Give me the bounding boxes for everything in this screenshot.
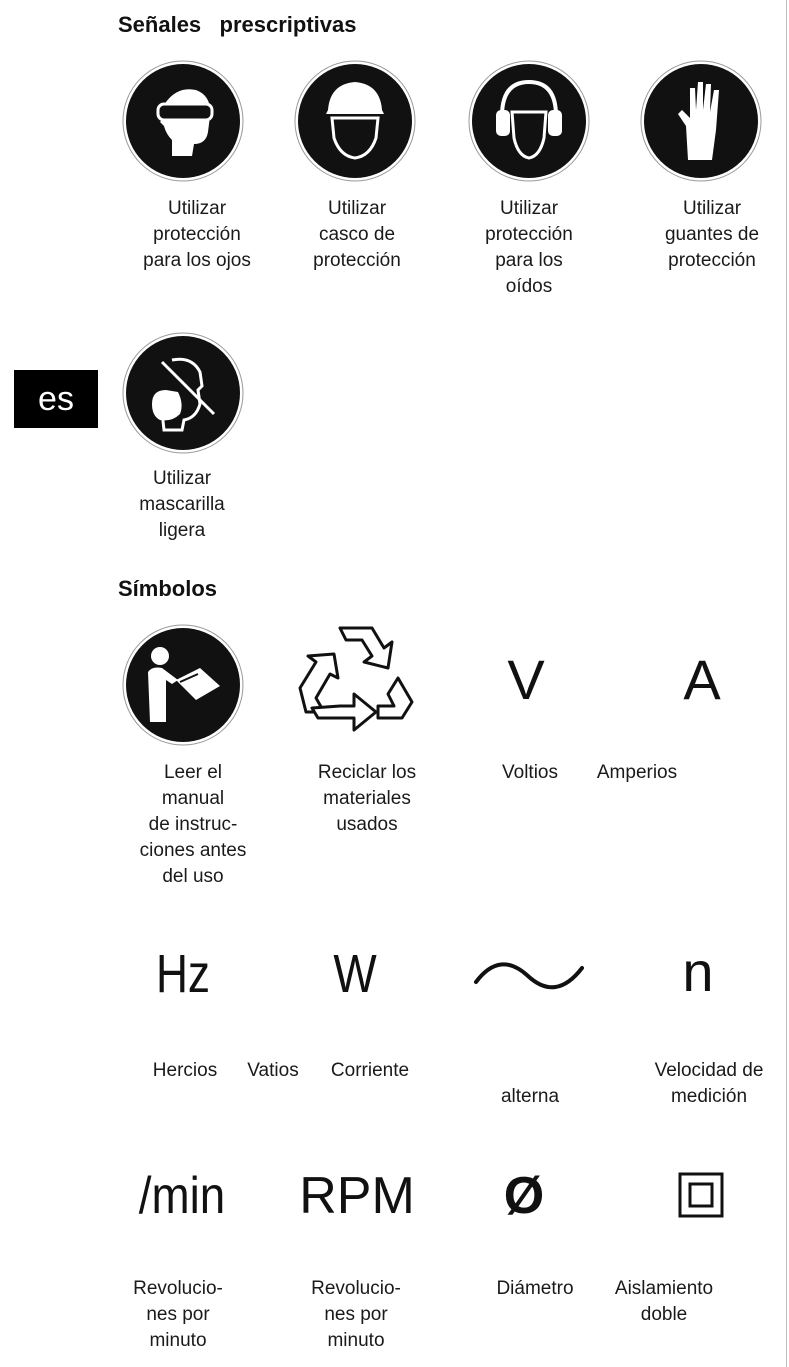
section-title-symbols: Símbolos xyxy=(118,576,218,601)
safety-goggles-icon xyxy=(122,60,244,182)
caption-amps: Amperios xyxy=(596,762,678,783)
caption-speed: Velocidad de medición xyxy=(654,1060,764,1107)
caption-diameter: Diámetro xyxy=(496,1278,574,1299)
read-manual-icon xyxy=(122,624,244,746)
caption-watts: Vatios xyxy=(247,1060,299,1081)
caption-hertz: Hercios xyxy=(152,1060,218,1081)
caption-gloves: Utilizar guantes de protección xyxy=(664,198,760,271)
caption-hard-hat: Utilizar casco de protección xyxy=(313,198,401,271)
caption-volts: Voltios xyxy=(502,762,558,783)
page-edge-rule xyxy=(786,0,787,1367)
per-minute-symbol: /min xyxy=(138,1167,226,1225)
volts-symbol: V xyxy=(507,648,545,711)
caption-alternating-current-top: Corriente xyxy=(330,1060,410,1081)
language-tab: es xyxy=(14,370,98,428)
watts-symbol: W xyxy=(333,944,377,1004)
gloves-icon xyxy=(640,60,762,182)
recycle-icon xyxy=(294,618,418,736)
caption-ear-protection: Utilizar protección para los oídos xyxy=(485,198,573,297)
hard-hat-icon xyxy=(294,60,416,182)
rpm-symbol: RPM xyxy=(299,1167,415,1225)
amps-symbol: A xyxy=(683,648,721,711)
diameter-symbol: Ø xyxy=(503,1167,545,1225)
caption-per-minute: Revolucio- nes por minuto xyxy=(133,1278,223,1351)
caption-read-manual: Leer el manual de instruc- ciones antes del uso xyxy=(139,762,247,887)
sine-wave-icon xyxy=(470,946,588,1006)
caption-double-insulation: Aislamiento doble xyxy=(614,1278,714,1325)
speed-symbol: n xyxy=(682,940,714,1003)
double-square-icon xyxy=(678,1172,724,1218)
section-title-prescriptive: Señales prescriptivas xyxy=(118,12,357,37)
hertz-symbol: Hz xyxy=(155,944,211,1004)
caption-safety-goggles: Utilizar protección para los ojos xyxy=(143,198,251,271)
caption-alternating-current-bottom: alterna xyxy=(500,1086,560,1107)
caption-recycle: Reciclar los materiales usados xyxy=(317,762,417,835)
ear-protection-icon xyxy=(468,60,590,182)
dust-mask-icon xyxy=(122,332,244,454)
caption-rpm: Revolucio- nes por minuto xyxy=(311,1278,401,1351)
caption-dust-mask: Utilizar mascarilla ligera xyxy=(139,468,225,541)
